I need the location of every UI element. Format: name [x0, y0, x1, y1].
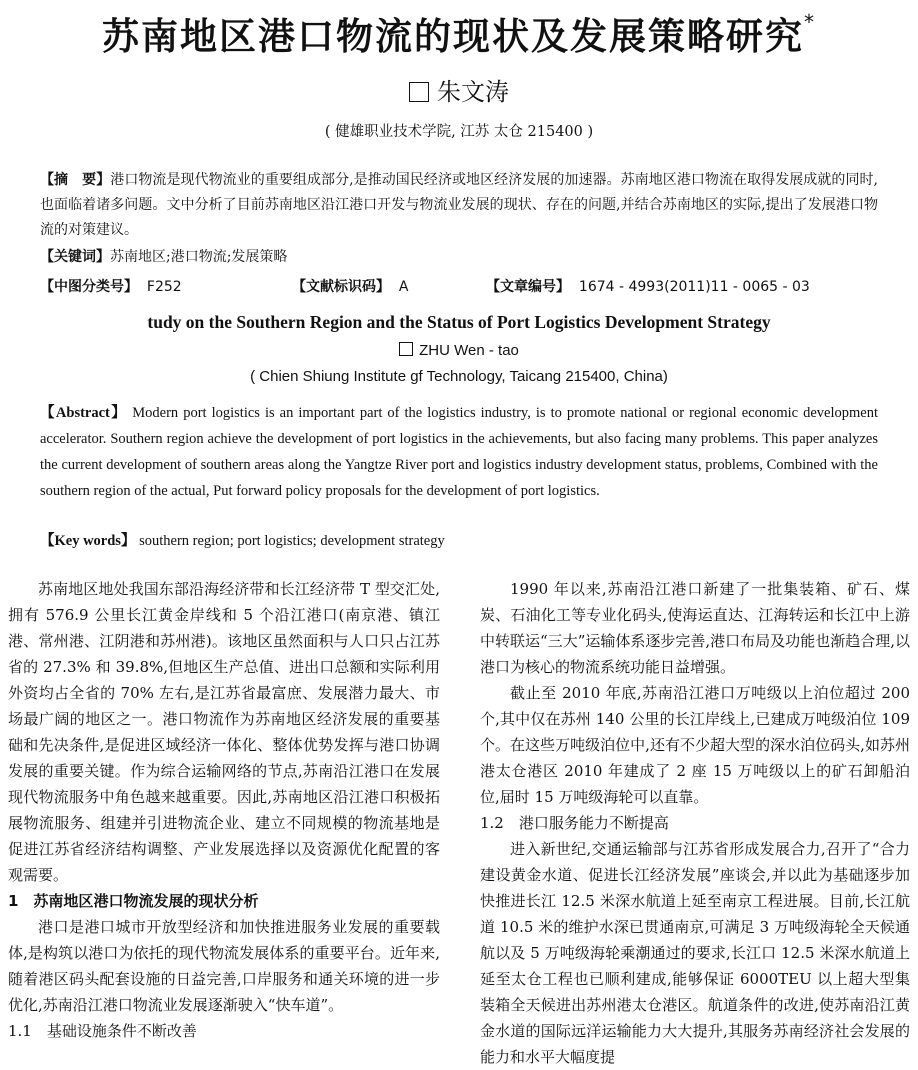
article-no-block: [486, 276, 810, 296]
english-keywords-label: 【Key words】: [40, 533, 136, 549]
left-paragraph-1: 苏南地区地处我国东部沿海经济带和长江经济带 T 型交汇处,拥有 576.9 公里长江黄金岸线和 5 个沿江港口(南京港、镇江港、常州港、江阴港和苏州港)。该地区虽然面积与人口只占江苏省的 27.3% 和 39.8%,但地区生产总值、进出口总额和实际利用外资均占全省的 70% 左右,是江苏省最富庶、发展潜力最大、市场最广阔的地区之一。港口物流作为苏南地区经济发展的重要基础和先决条件,是促进区域经济一体化、整体优势发挥与港口协调发展的重要关键。作为综合运输网络的节点,苏南沿江港口在发展现代物流服务中角色越来越重要。因此,苏南地区沿江港口积极拓展物流服务、组建并引进物流企业、建立不同规模的物流基地是促进江苏省经济结构调整、产业发展选择以及资源优化配置的客观需要。: [8, 580, 440, 884]
right-column: [480, 576, 910, 1070]
article-no-value: 1674 - 4993(2011)11 - 0065 - 03: [578, 279, 810, 295]
keywords-text: 苏南地区;港口物流;发展策略: [110, 249, 288, 265]
english-abstract-text: Modern port logistics is an important part of the logistics industry, is to promote national or regional economic development accelerator. Southern region achieve the development of port logistics in the achievements, but also facing many problems. This paper analyzes the current development of southern areas along the Yangtze River port and logistics industry development status, problems, Combined with the southern region of the actual, Put forward policy proposals for the development of port logistics.: [40, 405, 878, 499]
clc-label: 【中图分类号】: [40, 279, 138, 295]
abstract-label: 【摘 要】: [40, 172, 111, 188]
keywords-label: 【关键词】: [40, 249, 110, 265]
article-no-label: 【文章编号】: [486, 279, 570, 295]
paper-title: [0, 6, 918, 60]
english-title: tudy on the Southern Region and the Status of Port Logistics Development Strategy: [147, 312, 771, 332]
title-footnote-mark: *: [804, 10, 816, 34]
title-text: 苏南地区港口物流的现状及发展策略研究: [102, 15, 804, 58]
abstract-text: 港口物流是现代物流业的重要组成部分,是推动国民经济或地区经济发展的加速器。苏南地区港口物流在取得发展成就的同时,也面临着诸多问题。文中分析了目前苏南地区沿江港口开发与物流业发展的现状、存在的问题,并结合苏南地区的实际,提出了发展港口物流的对策建议。: [40, 172, 878, 238]
english-author-box-icon: [399, 342, 413, 356]
english-affiliation: ( Chien Shiung Institute gf Technology, Taicang 215400, China): [250, 368, 668, 385]
english-abstract-block: [40, 400, 878, 504]
doc-code-value: A: [398, 279, 409, 295]
abstract-block: [40, 168, 878, 243]
doc-code-label: 【文献标识码】: [292, 279, 390, 295]
english-keywords-block: [40, 528, 878, 554]
english-author-line: [0, 342, 918, 359]
right-paragraph-3: 进入新世纪,交通运输部与江苏省形成发展合力,召开了“合力建设黄金水道、促进长江经济发展”座谈会,并以此为基础逐步加快推进长江 12.5 米深水航道上延至南京工程进展。目前,长江航道 10.5 米的维护水深已贯通南京,可满足 3 万吨级海轮全天候通航以及 5 万吨级海轮乘潮通过的要求,长江口 12.5 米深水航道上延至太仓工程也已顺利建成,能够保证 6000TEU 以上超大型集装箱全天候进出苏州港太仓港区。航道条件的改进,使苏南沿江黄金水道的国际远洋运输能力大大提升,其服务苏南经济社会发展的能力和水平大幅度提: [480, 840, 910, 1066]
english-abstract-label: 【Abstract】: [40, 405, 128, 421]
left-paragraph-2: 港口是港口城市开放型经济和加快推进服务业发展的重要载体,是构筑以港口为依托的现代物流发展体系的重要平台。近年来,随着港区码头配套设施的日益完善,口岸服务和通关环境的进一步优化,苏南沿江港口物流业发展逐渐驶入“快车道”。: [8, 918, 440, 1014]
section-heading-1: 1 苏南地区港口物流发展的现状分析: [8, 892, 259, 910]
affiliation: ( 健雄职业技术学院, 江苏 太仓 215400 ): [324, 124, 594, 140]
subsection-heading-1-1: 1.1 基础设施条件不断改善: [8, 1022, 197, 1040]
clc-block: [40, 276, 182, 296]
author-name: 朱文涛: [437, 78, 509, 106]
english-keywords-text: southern region; port logistics; development strategy: [139, 533, 445, 549]
right-paragraph-2: 截止至 2010 年底,苏南沿江港口万吨级以上泊位超过 200 个,其中仅在苏州 140 公里的长江岸线上,已建成万吨级泊位 109 个。在这些万吨级泊位中,还有不少超大型的深水泊位码头,如苏州港太仓港区 2010 年建成了 2 座 15 万吨级以上的矿石卸船泊位,届时 15 万吨级海轮可以直靠。: [480, 684, 910, 806]
english-author-name: ZHU Wen - tao: [419, 342, 519, 359]
doc-code-block: [292, 276, 408, 296]
keywords-block: [40, 245, 878, 270]
author-line: [0, 72, 918, 107]
left-column: [8, 576, 440, 1044]
clc-value: F252: [146, 279, 182, 295]
subsection-heading-1-2: 1.2 港口服务能力不断提高: [480, 814, 669, 832]
right-paragraph-1: 1990 年以来,苏南沿江港口新建了一批集装箱、矿石、煤炭、石油化工等专业化码头,使海运直达、江海转运和长江中上游中转联运“三大”运输体系逐步完善,港口布局及功能也渐趋合理,以港口为核心的物流系统功能日益增强。: [480, 580, 910, 676]
author-box-icon: [409, 82, 429, 102]
